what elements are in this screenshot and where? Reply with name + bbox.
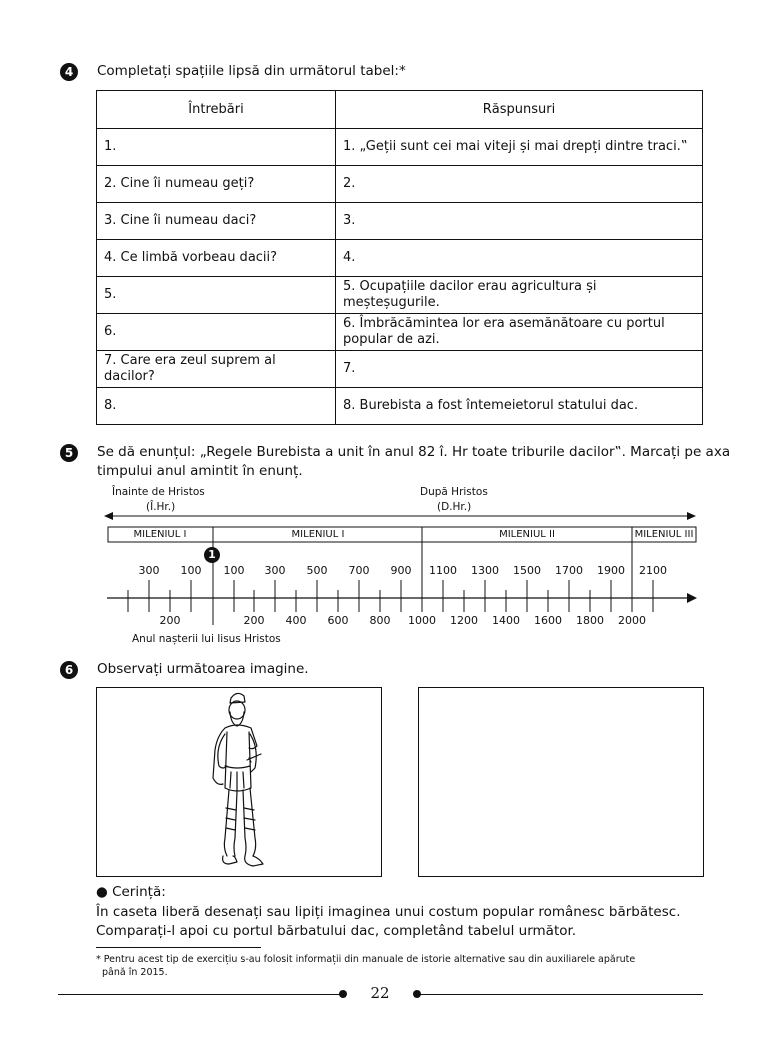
exercise-5-statement-line1: Se dă enunțul: „Regele Burebista a unit în anul 82 î. Hr toate triburile dacilor‟. Marcați pe axa: [97, 444, 731, 460]
answer-text: 6. Îmbrăcămintea lor era asemănătoare cu portul popular de azi.: [343, 316, 665, 347]
before-christ-abbr: (Î.Hr.): [146, 501, 176, 513]
answer-cell[interactable]: 5. Ocupațiile dacilor erau agricultura și meșteșugurile.: [336, 277, 703, 314]
column-header-answers: Răspunsuri: [336, 91, 703, 129]
tick-label: 700: [348, 564, 370, 577]
question-cell[interactable]: 7. Care era zeul suprem al dacilor?: [97, 351, 336, 388]
question-cell[interactable]: 8.: [97, 388, 336, 425]
tick-label: 1200: [450, 614, 478, 627]
question-cell[interactable]: 4. Ce limbă vorbeau dacii?: [97, 240, 336, 277]
tick-label: 100: [223, 564, 245, 577]
footnote-divider: [96, 947, 261, 948]
question-cell[interactable]: 2. Cine îi numeau geți?: [97, 166, 336, 203]
page-rule-left: [58, 994, 344, 995]
answer-cell[interactable]: 7.: [336, 351, 703, 388]
tick-label: 800: [369, 614, 391, 627]
after-christ-abbr: (D.Hr.): [437, 501, 472, 513]
tick-label: 500: [306, 564, 328, 577]
tick-label: 1900: [597, 564, 625, 577]
birth-of-christ-label: Anul nașterii lui Iisus Hristos: [132, 633, 281, 645]
page-number: 22: [370, 984, 390, 1002]
tick-label: 900: [390, 564, 412, 577]
tick-label: 1000: [408, 614, 436, 627]
exercise-4-badge: 4: [60, 63, 78, 81]
answer-cell[interactable]: 4.: [336, 240, 703, 277]
cerinta-line1: În caseta liberă desenați sau lipiți imaginea unui costum popular românesc bărbătesc.: [96, 904, 681, 920]
before-christ-label: Înainte de Hristos: [112, 486, 205, 498]
footnote-line2: până în 2015.: [102, 967, 168, 978]
column-header-questions: Întrebări: [97, 91, 336, 129]
answer-cell[interactable]: 8. Burebista a fost întemeietorul statului dac.: [336, 388, 703, 425]
page-dot-left: [339, 990, 347, 998]
millennium-label: MILENIUL II: [499, 529, 555, 540]
exercise-6-badge: 6: [60, 661, 78, 679]
birth-marker-badge: 1: [204, 547, 220, 563]
answer-cell[interactable]: 2.: [336, 166, 703, 203]
tick-label: 1700: [555, 564, 583, 577]
tick-label: 100: [180, 564, 202, 577]
millennium-label: MILENIUL I: [291, 529, 345, 540]
tick-label: 2100: [639, 564, 667, 577]
drawing-box-empty[interactable]: [418, 687, 704, 877]
exercise-5-badge: 5: [60, 444, 78, 462]
tick-label: 600: [327, 614, 349, 627]
tick-label: 1100: [429, 564, 457, 577]
exercise-4-instruction: Completați spațiile lipsă din următorul tabel:*: [97, 63, 406, 79]
bullet-icon: ●: [96, 884, 113, 900]
dacian-image-box: [96, 687, 382, 877]
millennium-label: MILENIUL I: [133, 529, 187, 540]
tick-label: 300: [138, 564, 160, 577]
exercise-5-statement-line2: timpului anul amintit în enunț.: [97, 463, 303, 479]
tick-label: 1400: [492, 614, 520, 627]
tick-label: 300: [264, 564, 286, 577]
cerinta-heading: [96, 884, 166, 900]
page-rule-right: [417, 994, 703, 995]
tick-label: 400: [285, 614, 307, 627]
millennium-label: MILENIUL III: [634, 529, 694, 540]
tick-label: 1500: [513, 564, 541, 577]
tick-label: 1800: [576, 614, 604, 627]
question-cell[interactable]: 6.: [97, 314, 336, 351]
tick-label: 1300: [471, 564, 499, 577]
tick-label: 200: [159, 614, 181, 627]
answer-cell[interactable]: 3.: [336, 203, 703, 240]
footnote-line1: * Pentru acest tip de exercițiu s-au folosit informații din manuale de istorie alternative sau din auxiliarele apărute: [96, 954, 636, 965]
tick-label: 1600: [534, 614, 562, 627]
dacian-man-illustration: [97, 688, 381, 876]
cerinta-line2: Comparați-l apoi cu portul bărbatului dac, completând tabelul următor.: [96, 923, 577, 939]
after-christ-label: După Hristos: [420, 486, 488, 498]
tick-label: 200: [243, 614, 265, 627]
cerinta-title: Cerință:: [112, 884, 166, 900]
exercise-6-instruction: Observați următoarea imagine.: [97, 661, 309, 677]
question-cell[interactable]: 3. Cine îi numeau daci?: [97, 203, 336, 240]
tick-label: 2000: [618, 614, 646, 627]
question-cell[interactable]: 5.: [97, 277, 336, 314]
answer-cell[interactable]: 1. „Geții sunt cei mai viteji și mai drepți dintre traci.‟: [336, 129, 703, 166]
question-cell[interactable]: 1.: [97, 129, 336, 166]
